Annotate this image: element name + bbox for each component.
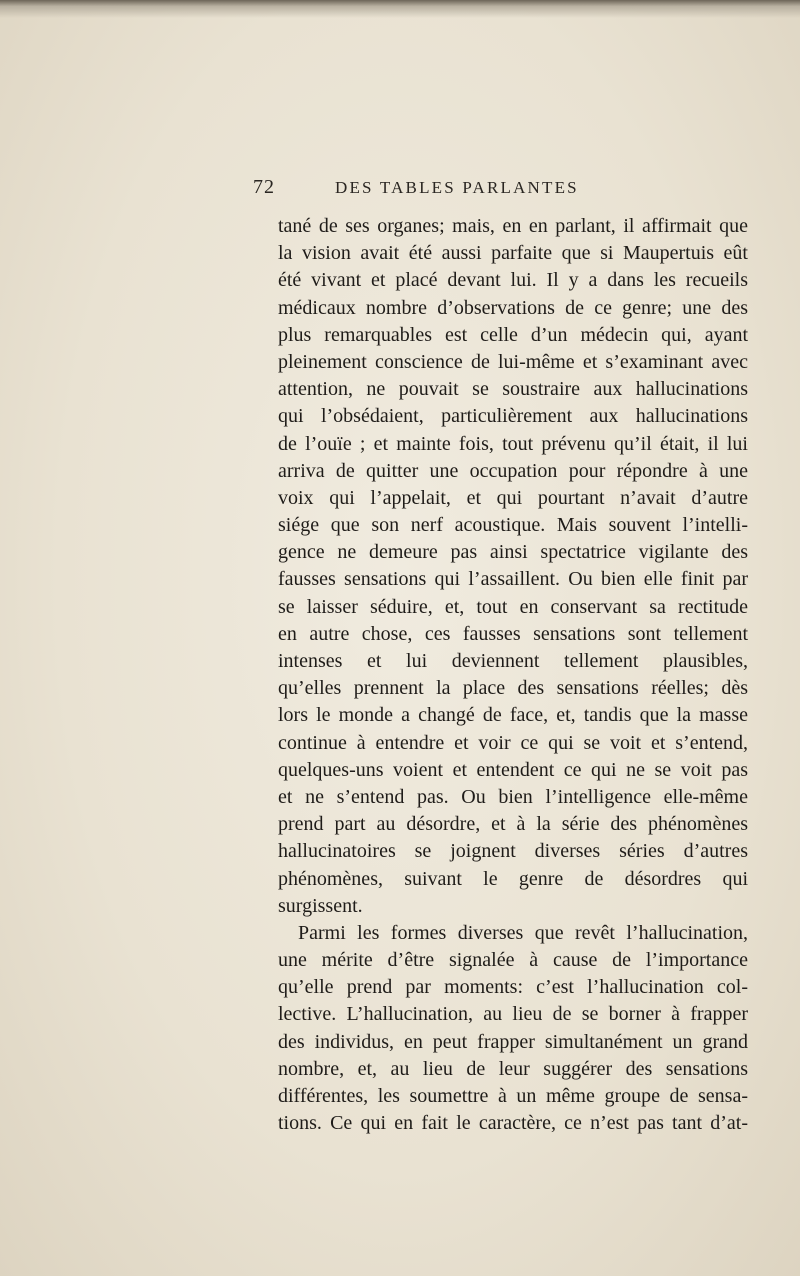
text-line: tions. Ce qui en fait le caractère, ce n’est pas tant d’at- xyxy=(278,1112,748,1135)
text-line: la vision avait été aussi parfaite que si Maupertuis eût xyxy=(278,242,748,265)
text-line: quelques-uns voient et entendent ce qui ne se voit pas xyxy=(278,758,748,781)
text-line: une mérite d’être signalée à cause de l’importance xyxy=(278,949,748,972)
text-line: continue à entendre et voir ce qui se voit et s’entend, xyxy=(278,731,748,754)
text-line: arriva de quitter une occupation pour répondre à une xyxy=(278,459,748,482)
text-line: qui l’obsédaient, particulièrement aux hallucinations xyxy=(278,405,748,428)
text-line: différentes, les soumettre à un même groupe de sensa- xyxy=(278,1085,748,1107)
text-line: surgissent. xyxy=(278,894,363,917)
body-text xyxy=(278,213,748,1137)
text-line: hallucinatoires se joignent diverses séries d’autres xyxy=(278,840,748,863)
text-line: plus remarquables est celle d’un médecin qui, ayant xyxy=(278,323,748,346)
text-line: gence ne demeure pas ainsi spectatrice vigilante des xyxy=(278,541,748,564)
text-line: qu’elle prend par moments: c’est l’hallucination col- xyxy=(278,976,748,999)
text-line: tané de ses organes; mais, en en parlant, il affirmait que xyxy=(278,215,748,237)
text-line: qu’elles prennent la place des sensations réelles; dès xyxy=(278,677,748,700)
text-line: été vivant et placé devant lui. Il y a dans les recueils xyxy=(278,269,748,292)
text-line: lective. L’hallucination, au lieu de se borner à frapper xyxy=(278,1003,748,1026)
page-header xyxy=(0,176,800,204)
text-line: pleinement conscience de lui-même et s’examinant avec xyxy=(278,350,748,373)
text-line: fausses sensations qui l’assaillent. Ou bien elle finit par xyxy=(278,568,748,591)
text-line: en autre chose, ces fausses sensations sont tellement xyxy=(278,622,748,645)
text-line: voix qui l’appelait, et qui pourtant n’avait d’autre xyxy=(278,486,748,509)
text-line: et ne s’entend pas. Ou bien l’intelligence elle-même xyxy=(278,785,748,808)
text-line: attention, ne pouvait se soustraire aux hallucinations xyxy=(278,378,748,401)
text-line: se laisser séduire, et, tout en conservant sa rectitude xyxy=(278,595,748,618)
text-line: médicaux nombre d’observations de ce genre; une des xyxy=(278,296,748,319)
text-line: siége que son nerf acoustique. Mais souvent l’intelli- xyxy=(278,514,748,537)
text-line: lors le monde a changé de face, et, tandis que la masse xyxy=(278,704,748,727)
text-line: de l’ouïe ; et mainte fois, tout prévenu qu’il était, il lui xyxy=(278,432,748,455)
page-number: 72 xyxy=(253,176,275,198)
text-line: phénomènes, suivant le genre de désordres qui xyxy=(278,867,748,890)
text-line: prend part au désordre, et à la série des phénomènes xyxy=(278,813,748,836)
text-line: nombre, et, au lieu de leur suggérer des sensations xyxy=(278,1057,748,1080)
running-head: DES TABLES PARLANTES xyxy=(335,178,579,197)
text-line: intenses et lui deviennent tellement plausibles, xyxy=(278,650,748,672)
page-edge-shadow xyxy=(0,0,800,18)
text-line: des individus, en peut frapper simultanément un grand xyxy=(278,1030,748,1053)
text-line: Parmi les formes diverses que revêt l’hallucination, xyxy=(298,921,748,944)
